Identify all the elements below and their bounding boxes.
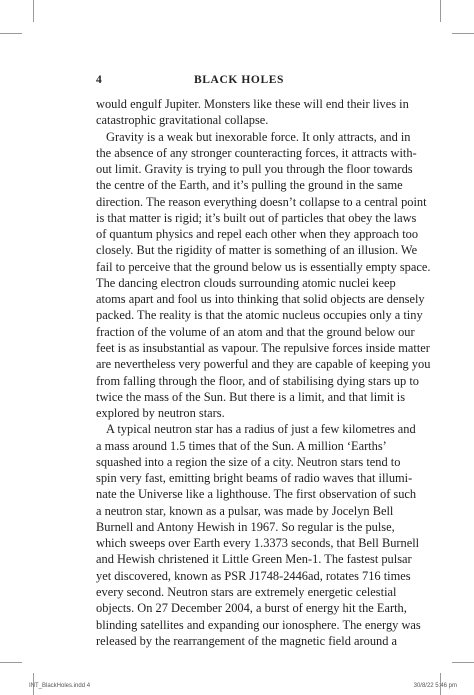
- running-title: BLACK HOLES: [194, 74, 284, 86]
- crop-mark: [33, 0, 34, 22]
- text-line: a neutron star, known as a pulsar, was made by Jocelyn Bell: [96, 503, 394, 518]
- text-line: fraction of the volume of an atom and that the ground below our: [96, 324, 415, 339]
- text-line: out limit. Gravity is trying to pull you through the floor towards: [96, 162, 413, 177]
- text-line: and Hewish christened it Little Green Men-1. The fastest pulsar: [96, 552, 412, 567]
- text-line: are nevertheless very powerful and they are capable of keeping you: [96, 357, 431, 372]
- text-line: Burnell and Antony Hewish in 1967. So regular is the pulse,: [96, 519, 395, 534]
- running-header: [96, 74, 382, 90]
- text-line: objects. On 27 December 2004, a burst of energy hit the Earth,: [96, 601, 407, 616]
- text-line: twice the mass of the Sun. But there is a limit, and that limit is: [96, 389, 406, 404]
- text-line: a mass around 1.5 times that of the Sun. A million ‘Earths’: [96, 438, 387, 453]
- text-line: would engulf Jupiter. Monsters like these will end their lives in: [96, 97, 409, 111]
- text-line: fail to perceive that the ground below us is essentially empty space.: [96, 259, 431, 274]
- text-line: A typical neutron star has a radius of just a few kilometres and: [106, 422, 416, 437]
- crop-mark: [0, 662, 22, 663]
- crop-mark: [0, 33, 22, 34]
- crop-mark: [452, 662, 474, 663]
- text-line: feet is as insubstantial as vapour. The repulsive forces inside matter: [96, 340, 430, 355]
- crop-mark: [440, 0, 441, 22]
- text-line: yet discovered, known as PSR J1748-2446ad, rotates 716 times: [96, 568, 411, 583]
- page-number: 4: [96, 74, 102, 86]
- text-line: every second. Neutron stars are extremely energetic celestial: [96, 584, 397, 599]
- text-line: atoms apart and fool us into thinking that solid objects are densely: [96, 292, 425, 307]
- footer-file-info: INT_BlackHoles.indd 4: [29, 683, 91, 689]
- text-line: The dancing electron clouds surrounding atomic nuclei keep: [96, 275, 396, 290]
- text-line: from falling through the floor, and of stabilising dying stars up to: [96, 373, 419, 388]
- crop-mark: [452, 33, 474, 34]
- text-line: packed. The reality is that the atomic nucleus occupies only a tiny: [96, 308, 423, 323]
- text-line: catastrophic gravitational collapse.: [96, 113, 269, 128]
- text-line: the absence of any stronger counteracting forces, it attracts with-: [96, 145, 417, 160]
- body-text: [96, 96, 431, 649]
- text-line: Gravity is a weak but inexorable force. It only attracts, and in: [106, 129, 411, 144]
- text-line: nate the Universe like a lighthouse. The first observation of such: [96, 487, 417, 502]
- text-line: direction. The reason everything doesn’t collapse to a central point: [96, 194, 427, 209]
- footer-timestamp: 30/8/22 5:46 pm: [413, 683, 457, 689]
- text-line: is that matter is rigid; it’s built out of particles that obey the laws: [96, 210, 417, 225]
- text-line: the centre of the Earth, and it’s pulling the ground in the same: [96, 178, 403, 193]
- text-line: which sweeps over Earth every 1.3373 seconds, that Bell Burnell: [96, 536, 420, 551]
- text-line: blinding satellites and expanding our ionosphere. The energy was: [96, 617, 421, 632]
- text-line: released by the rearrangement of the magnetic field around a: [96, 633, 398, 648]
- text-line: of quantum physics and repel each other when they approach too: [96, 227, 419, 242]
- text-line: closely. But the rigidity of matter is something of an illusion. We: [96, 243, 418, 258]
- text-line: squashed into a region the size of a city. Neutron stars tend to: [96, 454, 401, 469]
- text-line: explored by neutron stars.: [96, 406, 225, 421]
- text-line: spin very fast, emitting bright beams of radio waves that illumi-: [96, 471, 413, 486]
